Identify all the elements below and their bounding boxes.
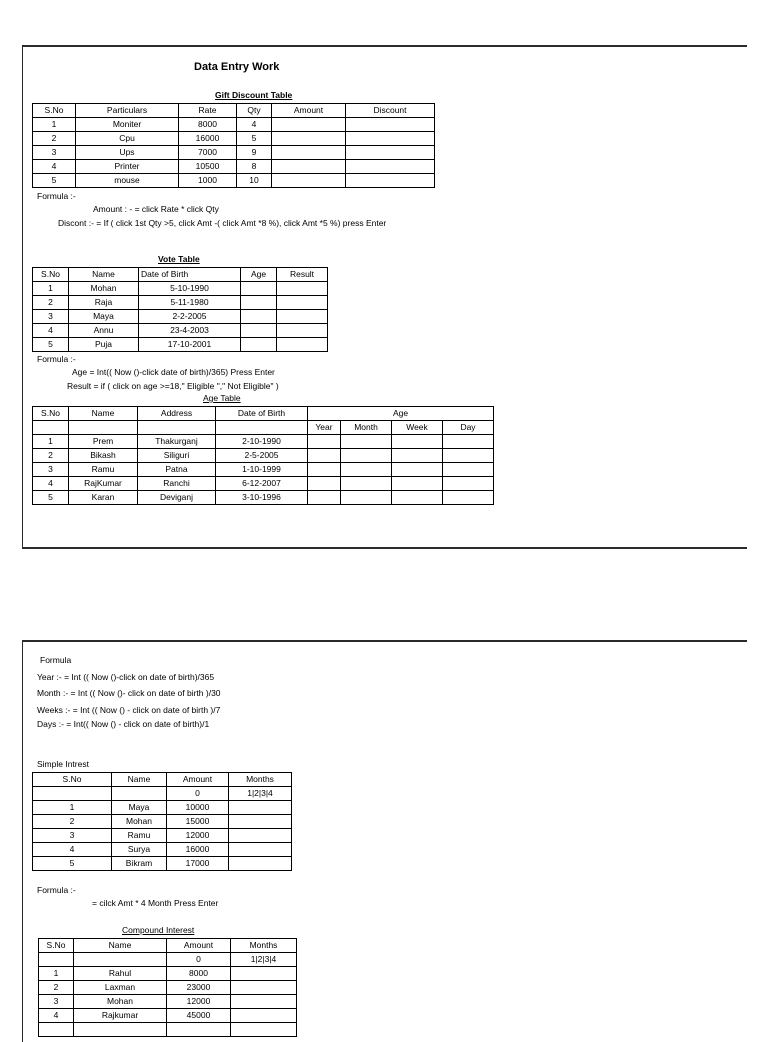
table-cell: 4 xyxy=(33,324,69,338)
table-cell xyxy=(33,421,69,435)
age-formula-days: Days :- = Int(( Now () - click on date of birth)/1 xyxy=(37,719,210,729)
table-row xyxy=(33,815,292,829)
table-row xyxy=(33,324,328,338)
table-row xyxy=(33,829,292,843)
table-cell: 8000 xyxy=(179,118,237,132)
header-cell: Amount xyxy=(167,773,229,787)
table-cell: 4 xyxy=(237,118,272,132)
table-cell: 8000 xyxy=(167,967,231,981)
header-cell: Date of Birth xyxy=(216,407,308,421)
table-row xyxy=(33,160,435,174)
table-row xyxy=(33,491,494,505)
table-cell xyxy=(443,477,494,491)
table-cell: 5-11-1980 xyxy=(139,296,241,310)
table-cell: 2-2-2005 xyxy=(139,310,241,324)
header-cell: Discount xyxy=(346,104,435,118)
table-header-row xyxy=(33,104,435,118)
table-cell: Printer xyxy=(76,160,179,174)
table-cell: Rahul xyxy=(74,967,167,981)
table-cell: 15000 xyxy=(167,815,229,829)
document-page-1 xyxy=(22,45,747,549)
table-cell xyxy=(308,449,341,463)
table-cell xyxy=(138,421,216,435)
table-subheader-row xyxy=(39,953,297,967)
table-cell xyxy=(308,491,341,505)
table-cell: Rajkumar xyxy=(74,1009,167,1023)
table-cell xyxy=(346,174,435,188)
subheader-cell: Year xyxy=(308,421,341,435)
table-header-row xyxy=(33,268,328,282)
header-cell: Name xyxy=(112,773,167,787)
gift-formula-amount: Amount : - = click Rate * click Qty xyxy=(93,204,219,214)
table-row xyxy=(39,995,297,1009)
simple-formula-label: Formula :- xyxy=(37,885,76,895)
document-page-2 xyxy=(22,640,747,1042)
header-cell: S.No xyxy=(33,773,112,787)
page-title: Data Entry Work xyxy=(194,61,280,73)
subheader-cell: Day xyxy=(443,421,494,435)
header-cell: Name xyxy=(69,407,138,421)
age-formula-label: Formula xyxy=(40,655,72,665)
table-cell: Bikash xyxy=(69,449,138,463)
table-cell xyxy=(74,953,167,967)
table-cell xyxy=(277,324,328,338)
table-cell xyxy=(308,435,341,449)
table-cell xyxy=(443,491,494,505)
table-row xyxy=(33,843,292,857)
header-cell: Qty xyxy=(237,104,272,118)
table-subheader-row xyxy=(33,787,292,801)
table-cell xyxy=(308,463,341,477)
table-header-row xyxy=(33,407,494,421)
table-cell xyxy=(241,296,277,310)
table-cell: Mohan xyxy=(69,282,139,296)
table-cell xyxy=(231,981,297,995)
age-formula-year: Year :- = Int (( Now ()-click on date of birth)/365 xyxy=(37,672,215,682)
table-cell xyxy=(341,463,392,477)
table-cell xyxy=(231,1023,297,1037)
table-cell: 9 xyxy=(237,146,272,160)
table-cell xyxy=(241,324,277,338)
table-cell: RajKumar xyxy=(69,477,138,491)
age-table xyxy=(32,406,494,505)
table-cell xyxy=(33,787,112,801)
table-cell: 16000 xyxy=(167,843,229,857)
table-cell: 4 xyxy=(33,477,69,491)
header-cell: Months xyxy=(229,773,292,787)
table-cell: 12000 xyxy=(167,995,231,1009)
table-cell: 17000 xyxy=(167,857,229,871)
table-cell xyxy=(443,435,494,449)
table-row xyxy=(33,296,328,310)
table-cell: 1 xyxy=(33,435,69,449)
table-row xyxy=(39,967,297,981)
simple-formula-line: = cilck Amt * 4 Month Press Enter xyxy=(92,898,219,908)
table-cell: Siliguri xyxy=(138,449,216,463)
gift-formula-discount: Discont :- = If ( click 1st Qty >5, click Amt -( click Amt *8 %), click Amt *5 %) press Enter xyxy=(58,218,387,228)
table-row xyxy=(33,282,328,296)
table-cell: 2 xyxy=(33,132,76,146)
table-cell: Prem xyxy=(69,435,138,449)
header-cell: S.No xyxy=(33,104,76,118)
table-cell xyxy=(277,310,328,324)
table-row xyxy=(33,118,435,132)
simple-interest-table xyxy=(32,772,292,871)
vote-table-caption: Vote Table xyxy=(158,254,200,264)
table-cell xyxy=(346,132,435,146)
table-row xyxy=(33,477,494,491)
header-cell: Name xyxy=(69,268,139,282)
vote-formula-result: Result = if ( click on age >=18," Eligible "," Not Eligible" ) xyxy=(67,381,279,391)
table-cell xyxy=(241,282,277,296)
table-cell xyxy=(69,421,138,435)
table-cell: 1 xyxy=(33,801,112,815)
table-cell: Raja xyxy=(69,296,139,310)
header-cell: S.No xyxy=(39,939,74,953)
header-cell: Amount xyxy=(272,104,346,118)
table-cell: 10500 xyxy=(179,160,237,174)
table-cell: Moniter xyxy=(76,118,179,132)
table-cell: Bikram xyxy=(112,857,167,871)
table-cell xyxy=(346,160,435,174)
table-cell: Patna xyxy=(138,463,216,477)
table-cell: Annu xyxy=(69,324,139,338)
table-cell: 3 xyxy=(33,463,69,477)
table-cell: 2 xyxy=(33,449,69,463)
table-cell: 2-10-1990 xyxy=(216,435,308,449)
table-cell: Cpu xyxy=(76,132,179,146)
table-cell xyxy=(229,829,292,843)
table-row xyxy=(39,1009,297,1023)
table-cell: 2 xyxy=(33,296,69,310)
table-cell xyxy=(229,843,292,857)
table-cell: Ramu xyxy=(69,463,138,477)
table-cell: Ups xyxy=(76,146,179,160)
table-cell xyxy=(272,160,346,174)
table-cell: 0 xyxy=(167,953,231,967)
table-cell xyxy=(392,435,443,449)
header-cell: Result xyxy=(277,268,328,282)
table-cell xyxy=(216,421,308,435)
table-cell xyxy=(341,491,392,505)
table-row xyxy=(39,1023,297,1037)
table-cell xyxy=(277,296,328,310)
table-cell: 2 xyxy=(33,815,112,829)
header-cell: Age xyxy=(241,268,277,282)
table-cell xyxy=(229,857,292,871)
header-cell: Particulars xyxy=(76,104,179,118)
table-cell: 17-10-2001 xyxy=(139,338,241,352)
table-cell: 1-10-1999 xyxy=(216,463,308,477)
table-cell: 3 xyxy=(33,829,112,843)
table-cell: Mohan xyxy=(112,815,167,829)
table-cell xyxy=(241,338,277,352)
table-cell: Thakurganj xyxy=(138,435,216,449)
header-cell: S.No xyxy=(33,407,69,421)
table-cell xyxy=(167,1023,231,1037)
table-cell: 4 xyxy=(33,843,112,857)
table-row xyxy=(33,801,292,815)
header-cell: Date of Birth xyxy=(139,268,241,282)
table-cell: Karan xyxy=(69,491,138,505)
table-cell: 3 xyxy=(33,146,76,160)
vote-formula-label: Formula :- xyxy=(37,354,76,364)
header-cell: Rate xyxy=(179,104,237,118)
table-cell xyxy=(74,1023,167,1037)
table-cell: Ranchi xyxy=(138,477,216,491)
table-cell xyxy=(272,174,346,188)
table-cell xyxy=(272,132,346,146)
header-cell: Address xyxy=(138,407,216,421)
table-cell: 3 xyxy=(39,995,74,1009)
table-cell xyxy=(39,1023,74,1037)
age-table-caption: Age Table xyxy=(203,393,241,403)
table-cell xyxy=(272,146,346,160)
table-cell xyxy=(341,449,392,463)
subheader-cell: Month xyxy=(341,421,392,435)
table-cell xyxy=(39,953,74,967)
table-cell xyxy=(229,801,292,815)
compound-interest-caption: Compound Interest xyxy=(122,925,195,935)
table-cell: 0 xyxy=(167,787,229,801)
table-cell: Laxman xyxy=(74,981,167,995)
table-cell xyxy=(229,815,292,829)
table-row xyxy=(33,132,435,146)
table-subheader-row xyxy=(33,421,494,435)
table-cell xyxy=(392,463,443,477)
table-cell xyxy=(341,477,392,491)
vote-table xyxy=(32,267,328,352)
table-cell: 16000 xyxy=(179,132,237,146)
header-cell: S.No xyxy=(33,268,69,282)
table-cell xyxy=(392,491,443,505)
simple-interest-caption: Simple Intrest xyxy=(37,759,89,769)
table-cell: Surya xyxy=(112,843,167,857)
gift-discount-table xyxy=(32,103,435,188)
table-cell xyxy=(392,477,443,491)
table-cell: 3 xyxy=(33,310,69,324)
vote-formula-age: Age = Int(( Now ()-click date of birth)/365) Press Enter xyxy=(72,367,275,377)
table-header-row xyxy=(39,939,297,953)
table-cell: 1 xyxy=(33,282,69,296)
header-cell: Months xyxy=(231,939,297,953)
table-cell: 8 xyxy=(237,160,272,174)
table-row xyxy=(33,310,328,324)
table-cell: 5 xyxy=(237,132,272,146)
table-row xyxy=(39,981,297,995)
table-cell: 3-10-1996 xyxy=(216,491,308,505)
table-cell: 5 xyxy=(33,338,69,352)
table-cell xyxy=(112,787,167,801)
table-cell: Maya xyxy=(69,310,139,324)
table-cell: 1 xyxy=(33,118,76,132)
table-cell: Puja xyxy=(69,338,139,352)
table-row xyxy=(33,174,435,188)
table-cell: 1 xyxy=(39,967,74,981)
table-cell: 23-4-2003 xyxy=(139,324,241,338)
table-cell xyxy=(231,1009,297,1023)
header-cell: Amount xyxy=(167,939,231,953)
table-cell xyxy=(346,146,435,160)
table-cell: 10 xyxy=(237,174,272,188)
table-cell: 5 xyxy=(33,491,69,505)
table-header-row xyxy=(33,773,292,787)
table-cell xyxy=(443,463,494,477)
gift-discount-caption: Gift Discount Table xyxy=(215,90,293,100)
table-cell xyxy=(272,118,346,132)
table-cell: 5-10-1990 xyxy=(139,282,241,296)
table-cell: 6-12-2007 xyxy=(216,477,308,491)
gift-formula-label: Formula :- xyxy=(37,191,76,201)
subheader-cell: Week xyxy=(392,421,443,435)
table-row xyxy=(33,338,328,352)
header-cell: Name xyxy=(74,939,167,953)
table-cell: 1000 xyxy=(179,174,237,188)
table-cell xyxy=(443,449,494,463)
table-cell xyxy=(231,995,297,1009)
table-cell xyxy=(346,118,435,132)
age-formula-month: Month :- = Int (( Now ()- click on date of birth )/30 xyxy=(37,688,221,698)
table-cell: Deviganj xyxy=(138,491,216,505)
table-cell xyxy=(241,310,277,324)
table-cell: 1|2|3|4 xyxy=(231,953,297,967)
table-cell: 5 xyxy=(33,857,112,871)
table-cell: 4 xyxy=(39,1009,74,1023)
table-cell xyxy=(308,477,341,491)
table-cell: 23000 xyxy=(167,981,231,995)
table-cell: 4 xyxy=(33,160,76,174)
age-formula-weeks: Weeks :- = Int (( Now () - click on date of birth )/7 xyxy=(37,705,221,715)
compound-interest-table xyxy=(38,938,297,1037)
table-cell xyxy=(392,449,443,463)
table-cell: mouse xyxy=(76,174,179,188)
table-cell: 7000 xyxy=(179,146,237,160)
header-cell: Age xyxy=(308,407,494,421)
table-cell: 12000 xyxy=(167,829,229,843)
table-cell: Mohan xyxy=(74,995,167,1009)
table-cell: 5 xyxy=(33,174,76,188)
table-cell: 2 xyxy=(39,981,74,995)
table-cell xyxy=(231,967,297,981)
table-row xyxy=(33,857,292,871)
table-row xyxy=(33,463,494,477)
table-cell: 45000 xyxy=(167,1009,231,1023)
table-cell: 2-5-2005 xyxy=(216,449,308,463)
table-cell: 1|2|3|4 xyxy=(229,787,292,801)
table-row xyxy=(33,435,494,449)
table-cell: Ramu xyxy=(112,829,167,843)
table-cell: Maya xyxy=(112,801,167,815)
table-cell xyxy=(277,338,328,352)
table-cell xyxy=(341,435,392,449)
table-row xyxy=(33,146,435,160)
table-cell: 10000 xyxy=(167,801,229,815)
table-cell xyxy=(277,282,328,296)
table-row xyxy=(33,449,494,463)
